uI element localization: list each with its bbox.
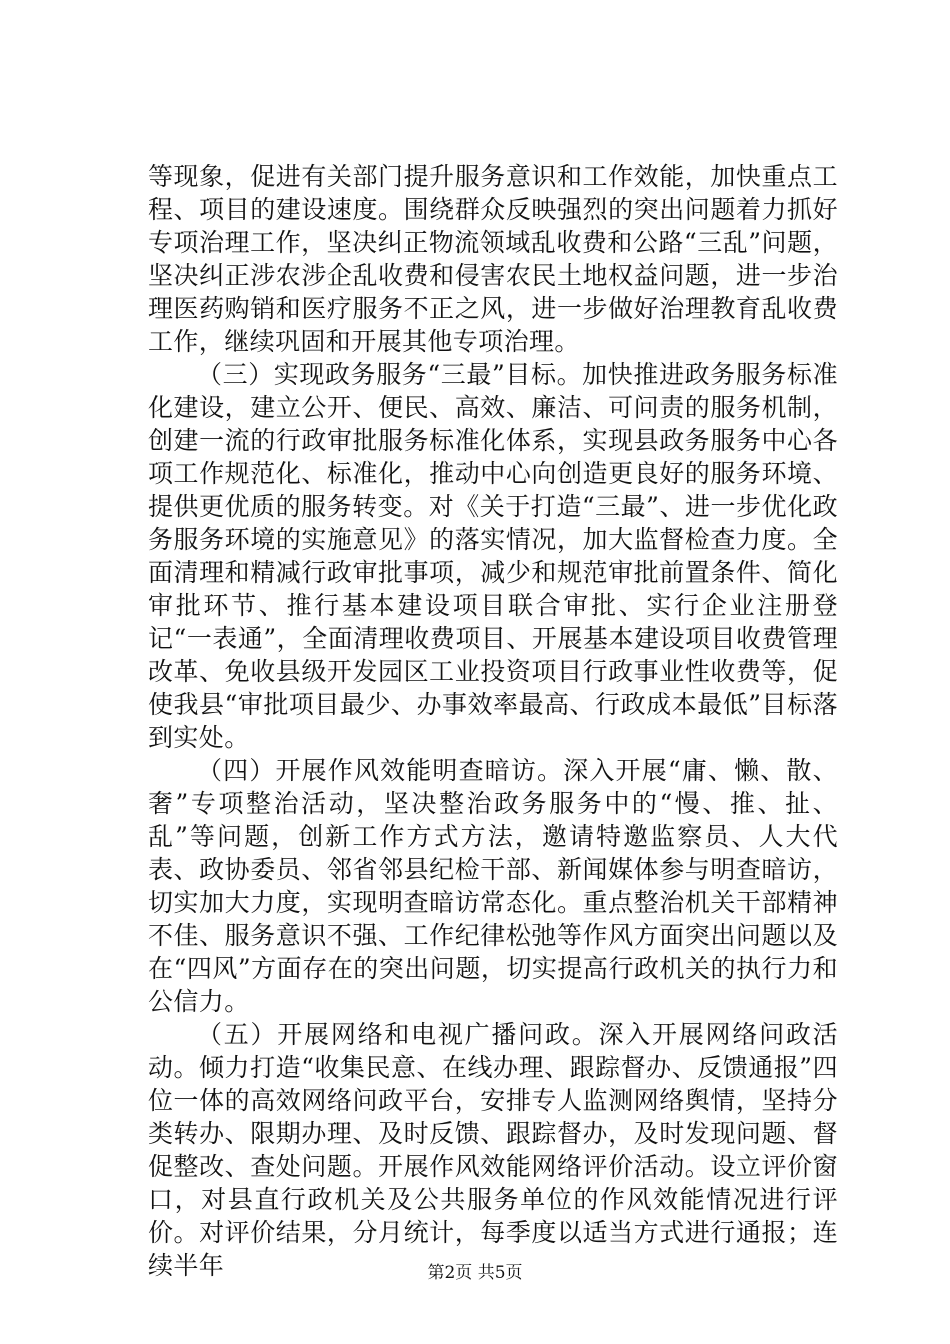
paragraph-3: （四）开展作风效能明查暗访。深入开展“庸、懒、散、奢”专项整治活动，坚决整治政务服务中的“慢、推、扯、乱”等问题，创新工作方式方法，邀请特邀监察员、人大代表、政协委员、邻省邻县纪检干部、新闻媒体参与明查暗访，切实加大力度，实现明查暗访常态化。重点整治机关干部精神不佳、服务意识不强、工作纪律松弛等作风方面突出问题以及在“四风”方面存在的突出问题，切实提高行政机关的执行力和公信力。 <box>148 756 838 1016</box>
paragraph-2: （三）实现政务服务“三最”目标。加快推进政务服务标准化建设，建立公开、便民、高效、廉洁、可问责的服务机制，创建一流的行政审批服务标准化体系，实现县政务服务中心各项工作规范化、标准化，推动中心向创造更良好的服务环境、提供更优质的服务转变。对《关于打造“三最”、进一步优化政务服务环境的实施意见》的落实情况，加大监督检查力度。全面清理和精减行政审批事项，减少和规范审批前置条件、简化审批环节、推行基本建设项目联合审批、实行企业注册登记“一表通”，全面清理收费项目、开展基本建设项目收费管理改革、免收县级开发园区工业投资项目行政事业性收费等，促使我县“审批项目最少、办事效率最高、行政成本最低”目标落到实处。 <box>148 360 838 752</box>
paragraph-4: （五）开展网络和电视广播问政。深入开展网络问政活动。倾力打造“收集民意、在线办理、跟踪督办、反馈通报”四位一体的高效网络问政平台，安排专人监测网络舆情，坚持分类转办、限期办理、及时反馈、跟踪督办，及时发现问题、督促整改、查处问题。开展作风效能网络评价活动。设立评价窗口，对县直行政机关及公共服务单位的作风效能情况进行评价。对评价结果，分月统计，每季度以适当方式进行通报；连续半年 <box>148 1020 838 1280</box>
document-body <box>148 160 838 1282</box>
paragraph-1: 等现象，促进有关部门提升服务意识和工作效能，加快重点工程、项目的建设速度。围绕群众反映强烈的突出问题着力抓好专项治理工作，坚决纠正物流领域乱收费和公路“三乱”问题，坚决纠正涉农涉企乱收费和侵害农民土地权益问题，进一步治理医药购销和医疗服务不正之风，进一步做好治理教育乱收费工作，继续巩固和开展其他专项治理。 <box>148 162 838 356</box>
page-number-footer: 第2页 共5页 <box>427 1263 523 1283</box>
